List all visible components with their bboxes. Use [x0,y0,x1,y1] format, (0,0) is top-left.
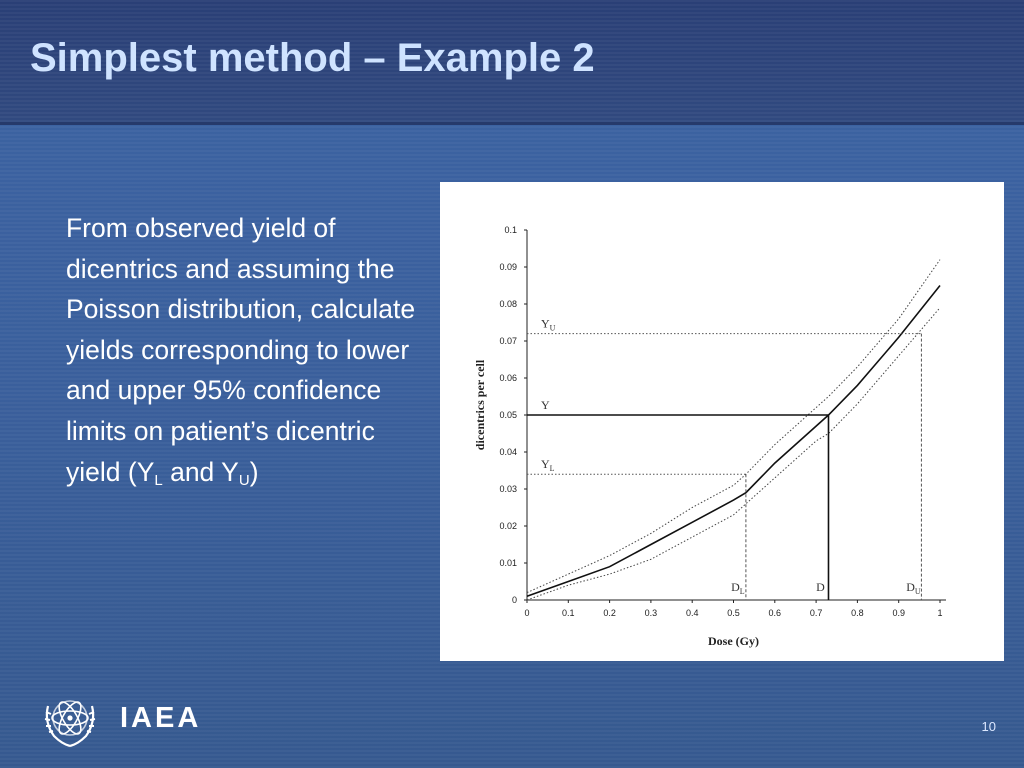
x-tick-label: 0.3 [644,608,658,618]
brand-wordmark: IAEA [120,702,202,734]
y-tick-label: 0.02 [499,521,517,531]
x-tick-label: 0.2 [603,608,616,618]
y-tick-label: 0.01 [499,558,517,568]
x-tick-label: 0.7 [809,608,823,618]
y-tick-label: 0 [511,595,517,605]
subscript-u: U [238,471,250,489]
confidence-band-curve [527,308,940,600]
y-tick-label: 0.03 [499,484,517,494]
yield-marker-label: $Y_U$ [541,316,556,333]
x-tick-label: 0.5 [727,608,740,618]
iaea-atom-emblem-icon [40,688,100,752]
yield-marker-label: $Y_L$ [541,457,555,474]
y-tick-label: 0.08 [499,299,517,309]
x-tick-label: 0.1 [562,608,575,618]
body-text-close: ) [249,456,259,487]
page-number: 10 [981,719,996,734]
x-tick-label: 0 [524,608,530,618]
slide-title: Simplest method – Example 2 [30,36,595,80]
x-tick-label: 1 [937,608,943,618]
dose-response-chart [440,182,1004,661]
dose-marker-label: $D_U$ [906,580,921,596]
y-axis-title: dicentrics per cell [473,359,487,451]
y-tick-label: 0.04 [499,447,517,457]
y-tick-label: 0.07 [499,336,517,346]
x-tick-label: 0.8 [851,608,864,618]
x-tick-label: 0.4 [685,608,699,618]
x-tick-label: 0.9 [892,608,905,618]
body-text-and: and Y [162,456,239,487]
y-tick-label: 0.06 [499,373,517,383]
iaea-logo [40,688,100,752]
x-axis-title: Dose (Gy) [708,634,759,648]
y-tick-label: 0.09 [499,262,517,272]
body-text-main: From observed yield of dicentrics and assuming the Poisson distribution, calculate yields corresponding to lower and upper 95% confidence limits on patient’s dicentric yield (Y [66,213,416,487]
body-text [66,208,436,492]
dose-marker-label: $D_L$ [731,580,745,596]
x-tick-label: 0.6 [768,608,782,618]
chart-panel [440,182,1004,661]
dose-response-curve [527,286,940,597]
yield-marker-label: Y [541,398,550,412]
y-tick-label: 0.05 [499,410,517,420]
dose-marker-label: D [816,580,825,594]
y-tick-label: 0.1 [504,225,517,235]
confidence-band-curve [527,260,940,593]
subscript-l: L [154,471,163,489]
